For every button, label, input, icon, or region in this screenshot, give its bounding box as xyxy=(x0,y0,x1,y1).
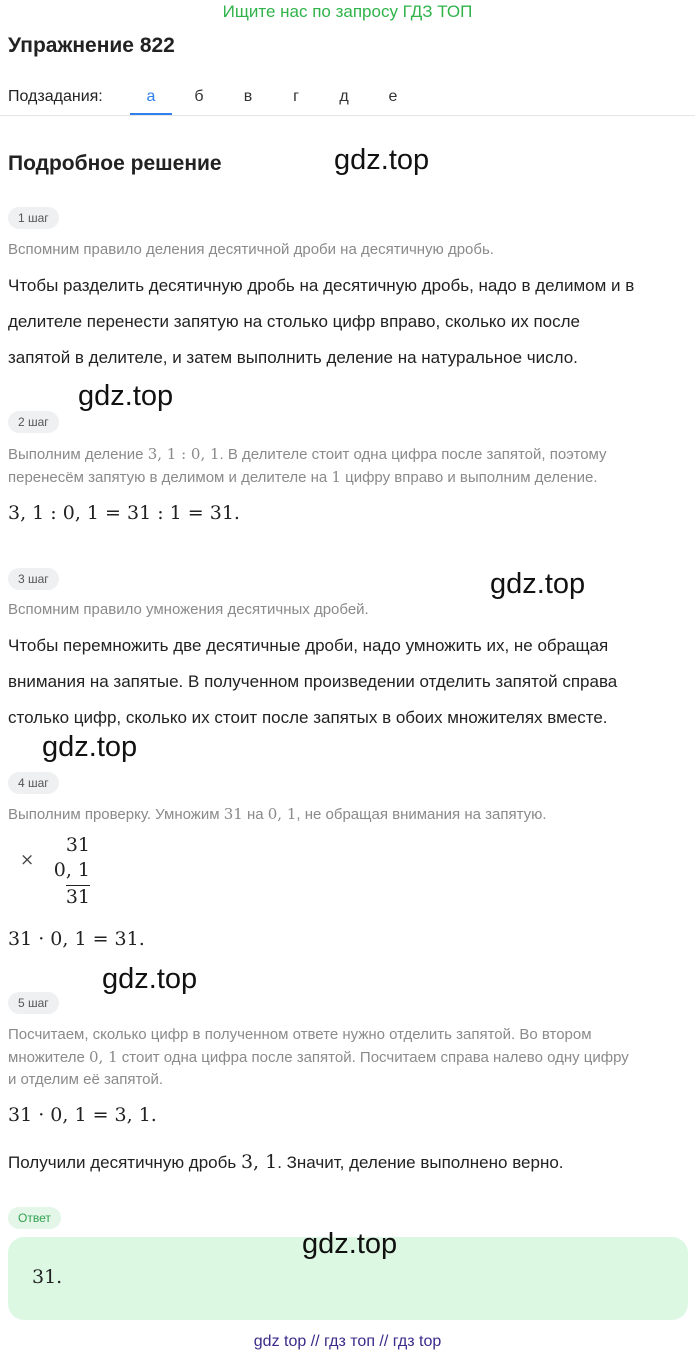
watermark: gdz.top xyxy=(302,1228,398,1260)
math-inline: 31 xyxy=(223,805,243,823)
text-line: столько цифр, сколько их стоит после запятых в обоих множителях вместе. xyxy=(8,708,608,727)
multiply-sign: × xyxy=(20,850,35,870)
multiplier: 0, 1 xyxy=(53,859,90,881)
section-title: Подробное решение xyxy=(8,152,222,175)
answer-badge: Ответ xyxy=(8,1207,61,1229)
tab-v[interactable]: в xyxy=(243,88,253,105)
step-formula: 31 · 0, 1 = 3, 1. xyxy=(8,1104,157,1126)
watermark: gdz.top xyxy=(42,731,138,763)
footer-links[interactable]: gdz top // гдз топ // гдз top xyxy=(253,1333,442,1350)
tab-a[interactable]: а xyxy=(146,88,156,105)
text-part: Получили десятичную дробь xyxy=(8,1153,241,1172)
hint-text: , не обращая внимания на запятую. xyxy=(296,806,547,823)
step-hint xyxy=(8,803,688,826)
hint-text: множителе xyxy=(8,1049,89,1066)
hint-text: цифру вправо и выполним деление. xyxy=(340,469,598,486)
watermark: gdz.top xyxy=(334,144,430,176)
subtasks-label: Подзадания: xyxy=(8,88,103,105)
hint-text: Выполним деление xyxy=(8,446,148,463)
text-line: делителе перенести запятую на столько цифр вправо, сколько их после xyxy=(8,312,580,331)
hint-line: и отделим её запятой. xyxy=(8,1071,164,1088)
text-line: Чтобы разделить десятичную дробь на десятичную дробь, надо в делимом и в xyxy=(8,276,635,295)
tab-g[interactable]: г xyxy=(293,88,299,105)
hint-line xyxy=(8,443,688,466)
search-banner[interactable]: Ищите нас по запросу ГДЗ ТОП xyxy=(222,2,473,21)
tab-d[interactable]: д xyxy=(339,88,349,105)
hint-text: . В делителе стоит одна цифра после запятой, поэтому xyxy=(219,446,607,463)
step-formula: 31 · 0, 1 = 31. xyxy=(8,928,145,950)
math-inline: 1 xyxy=(331,468,341,486)
step-hint xyxy=(8,443,688,489)
tab-b[interactable]: б xyxy=(194,88,204,105)
product: 31 xyxy=(65,886,90,908)
hint-text: на xyxy=(242,806,268,823)
text-line: запятой в делителе, и затем выполнить деление на натуральное число. xyxy=(8,348,578,367)
step-badge: 1 шаг xyxy=(8,207,59,229)
step-rule-text xyxy=(8,268,692,376)
hint-line xyxy=(8,1046,688,1069)
math-inline: 0, 1 xyxy=(267,805,297,823)
step-rule-text xyxy=(8,628,692,736)
step-formula: 3, 1 : 0, 1 = 31 : 1 = 31. xyxy=(8,502,240,524)
text-line: Чтобы перемножить две десятичные дроби, надо умножить их, не обращая xyxy=(8,636,609,655)
step-badge: 3 шаг xyxy=(8,568,59,590)
step-hint: Вспомним правило умножения десятичных дробей. xyxy=(8,601,369,618)
tabs-divider xyxy=(0,115,695,116)
step-badge: 4 шаг xyxy=(8,772,59,794)
watermark: gdz.top xyxy=(490,568,586,600)
hint-line: Посчитаем, сколько цифр в полученном ответе нужно отделить запятой. Во втором xyxy=(8,1026,592,1043)
math-inline: 3, 1 xyxy=(240,1151,278,1173)
hint-text: Выполним проверку. Умножим xyxy=(8,806,224,823)
text-part: . Значит, деление выполнено верно. xyxy=(277,1153,564,1172)
step-hint: Вспомним правило деления десятичной дроби на десятичную дробь. xyxy=(8,241,494,258)
multiplicand: 31 xyxy=(65,834,90,856)
hint-text: стоит одна цифра после запятой. Посчитаем справа налево одну цифру xyxy=(117,1049,629,1066)
step-hint xyxy=(8,1024,688,1091)
conclusion-text xyxy=(8,1144,692,1181)
watermark: gdz.top xyxy=(78,380,174,412)
watermark: gdz.top xyxy=(102,963,198,995)
hint-text: перенесём запятую в делимом и делителе на xyxy=(8,469,332,486)
page-title: Упражнение 822 xyxy=(8,34,175,57)
math-inline: 3, 1 : 0, 1 xyxy=(147,445,220,463)
hint-line xyxy=(8,466,688,489)
answer-value: 31. xyxy=(32,1266,63,1288)
step-badge: 2 шаг xyxy=(8,411,59,433)
math-inline: 0, 1 xyxy=(89,1048,118,1066)
text-line: внимания на запятые. В полученном произведении отделить запятой справа xyxy=(8,672,618,691)
tab-e[interactable]: е xyxy=(388,88,398,105)
step-badge: 5 шаг xyxy=(8,992,59,1014)
